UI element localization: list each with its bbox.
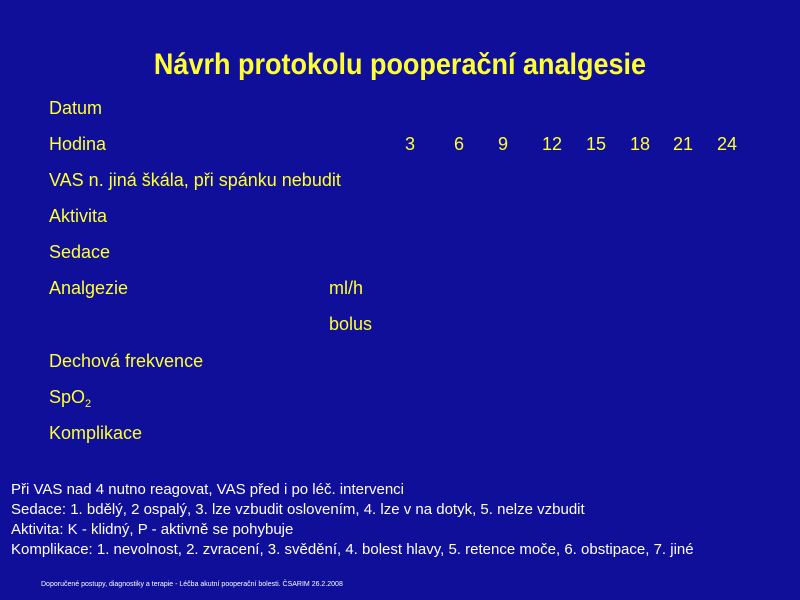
hour-18: 18	[629, 134, 651, 154]
row-label-vas: VAS n. jiná škála, při spánku nebudit	[49, 170, 341, 190]
row-label-analgezie: Analgezie	[49, 278, 129, 298]
analgezie-unit-mlh: ml/h	[329, 278, 364, 298]
hour-3: 3	[404, 134, 415, 154]
hour-24: 24	[716, 134, 738, 154]
note-aktivita: Aktivita: K - klidný, P - aktivně se pohybuje	[11, 521, 294, 538]
note-vas: Při VAS nad 4 nutno reagovat, VAS před i po léč. intervenci	[11, 481, 405, 498]
hour-6: 6	[453, 134, 464, 154]
row-label-sedace: Sedace	[49, 242, 111, 262]
hour-12: 12	[541, 134, 563, 154]
row-label-komplikace: Komplikace	[49, 423, 143, 443]
row-label-datum: Datum	[49, 98, 103, 118]
hour-9: 9	[497, 134, 508, 154]
footer-source: Doporučené postupy, diagnostiky a terapie - Léčba akutní pooperační bolesti. ČSARIM 26.2.2008	[41, 581, 343, 588]
row-label-dechova-frekvence: Dechová frekvence	[49, 351, 204, 371]
note-sedace: Sedace: 1. bdělý, 2 ospalý, 3. lze vzbudit oslovením, 4. lze v na dotyk, 5. nelze vzbudit	[11, 501, 585, 518]
row-label-spo2	[49, 386, 91, 411]
row-label-aktivita: Aktivita	[49, 206, 108, 226]
row-label-hodina: Hodina	[49, 134, 107, 154]
spo2-main: SpO	[49, 387, 86, 407]
hour-15: 15	[585, 134, 607, 154]
spo2-subscript: 2	[85, 398, 92, 410]
slide-title: Návrh protokolu pooperační analgesie	[153, 48, 647, 81]
note-komplikace: Komplikace: 1. nevolnost, 2. zvracení, 3. svědění, 4. bolest hlavy, 5. retence moče, 6. obstipace, 7. jiné	[11, 541, 694, 558]
analgezie-unit-bolus: bolus	[329, 314, 373, 334]
hour-21: 21	[672, 134, 694, 154]
